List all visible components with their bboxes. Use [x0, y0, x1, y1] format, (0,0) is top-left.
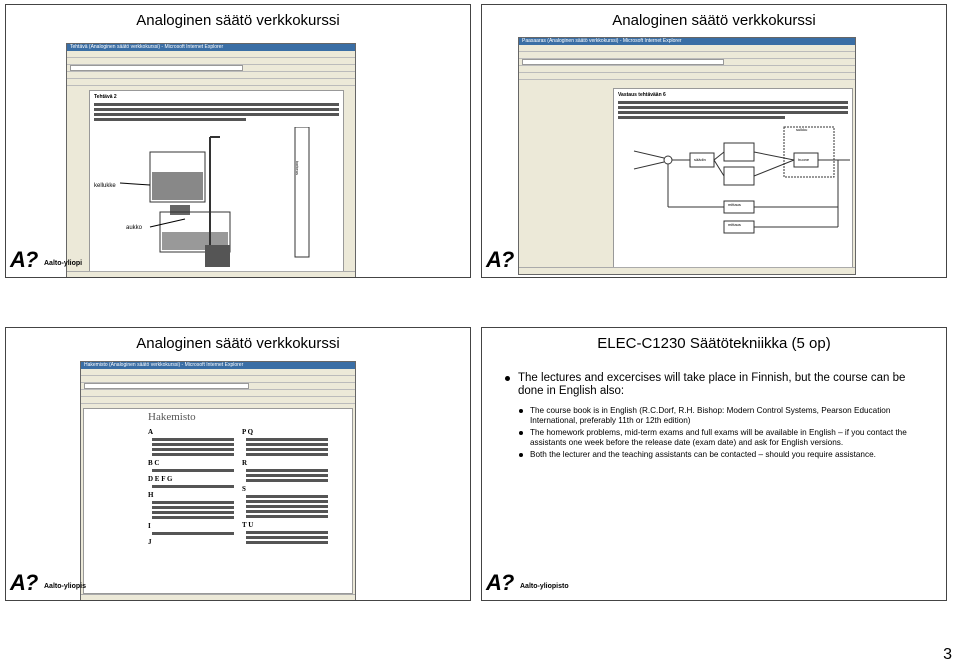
- sub-bullet: Both the lecturer and the teaching assistants can be contacted – should you require assistance.: [516, 450, 932, 460]
- index-letter: H: [148, 491, 154, 499]
- browser-screenshot: [66, 43, 356, 278]
- status-bar: [67, 271, 355, 278]
- slide-1: [5, 4, 471, 278]
- page-heading: Vastaus tehtävään 6: [618, 92, 666, 98]
- slide-4: [481, 327, 947, 601]
- slide-title: Analoginen säätö verkkokurssi: [136, 12, 340, 29]
- aalto-logo: A?: [486, 247, 514, 272]
- yahoo-toolbar: [81, 397, 355, 404]
- slide-title: Analoginen säätö verkkokurssi: [612, 12, 816, 29]
- toolbar: [519, 52, 855, 59]
- index-letter: D E F G: [148, 475, 173, 483]
- index-letter: P Q: [242, 428, 254, 436]
- index-right-column: [242, 425, 332, 546]
- index-letter: S: [242, 485, 246, 493]
- index-letter: A: [148, 428, 154, 436]
- toolbar: [81, 376, 355, 383]
- browser-screenshot: [518, 37, 856, 275]
- index-letter: B C: [148, 459, 160, 467]
- sub-bullet-list: [516, 406, 932, 460]
- tank-illustration: [90, 127, 344, 267]
- index-letter: T U: [242, 521, 254, 529]
- window-title: Paasaaras (Analoginen säätö verkkokurssi) - Microsoft Internet Explorer: [519, 38, 855, 45]
- page-heading: Hakemisto: [148, 411, 196, 423]
- slide-title: ELEC-C1230 Säätötekniikka (5 op): [597, 335, 831, 352]
- toolbar: [67, 58, 355, 65]
- menu-bar: [81, 369, 355, 376]
- controller-label: säädin: [694, 157, 706, 162]
- google-toolbar: [519, 66, 855, 73]
- aalto-logo: A?: [486, 570, 514, 595]
- aalto-logo: A?: [10, 247, 38, 272]
- float-label: kellukke: [94, 183, 116, 189]
- address-bar: [67, 65, 355, 72]
- room-label: huone: [798, 157, 810, 162]
- slide-3: [5, 327, 471, 601]
- address-bar: [519, 59, 855, 66]
- menu-bar: [67, 51, 355, 58]
- index-letter: J: [148, 538, 152, 546]
- status-bar: [519, 267, 855, 274]
- slide-2: [481, 4, 947, 278]
- aalto-logo: A?: [10, 570, 38, 595]
- google-toolbar: [81, 390, 355, 397]
- main-bullet: [502, 372, 932, 460]
- sub-bullet: The homework problems, mid-term exams and full exams will be available in English – if you contact the assistants one week before the release date (exam date) and ask for English versions.: [516, 428, 932, 448]
- address-bar: [81, 383, 355, 390]
- page-heading: Tehtävä 2: [94, 94, 117, 100]
- window-title: Tehtävä (Analoginen säätö verkkokurssi) - Microsoft Internet Explorer: [67, 44, 355, 51]
- yahoo-toolbar: [519, 73, 855, 80]
- page-number: 3: [943, 646, 952, 663]
- page-content: [89, 90, 344, 272]
- index-left-column: [148, 425, 238, 547]
- slide-title: Analoginen säätö verkkokurssi: [136, 335, 340, 352]
- bullet-list: [502, 372, 932, 467]
- aalto-logo-text: Aalto-yliopisto: [520, 583, 569, 590]
- measurement-label: mittaus: [728, 202, 741, 207]
- text-block: [614, 101, 852, 119]
- measurement-label-2: mittaus: [728, 222, 741, 227]
- page-content: [83, 408, 353, 594]
- window-title: Hakemisto (Analoginen säätö verkkokurssi) - Microsoft Internet Explorer: [81, 362, 355, 369]
- text-block: [90, 103, 343, 121]
- index-letter: I: [148, 522, 151, 530]
- aalto-logo-text: Aalto-yliopis: [44, 583, 87, 590]
- main-bullet-text: The lectures and excercises will take place in Finnish, but the course can be done in English also:: [518, 372, 906, 397]
- block-diagram: [614, 125, 853, 265]
- index-letter: R: [242, 459, 248, 467]
- google-toolbar: [67, 72, 355, 79]
- status-bar: [81, 594, 355, 601]
- page-content: [613, 88, 853, 268]
- yahoo-toolbar: [67, 79, 355, 86]
- menu-bar: [519, 45, 855, 52]
- aalto-logo-text: Aalto-yliopi: [44, 260, 83, 267]
- browser-screenshot: [80, 361, 356, 601]
- scale-label: korkeus: [295, 161, 300, 176]
- sub-bullet: The course book is in English (R.C.Dorf, R.H. Bishop: Modern Control Systems, Pearson Education International, preferably 11th or 12th edition): [516, 406, 932, 426]
- sulkku-label: sulkku: [796, 127, 808, 132]
- opening-label: aukko: [126, 225, 143, 231]
